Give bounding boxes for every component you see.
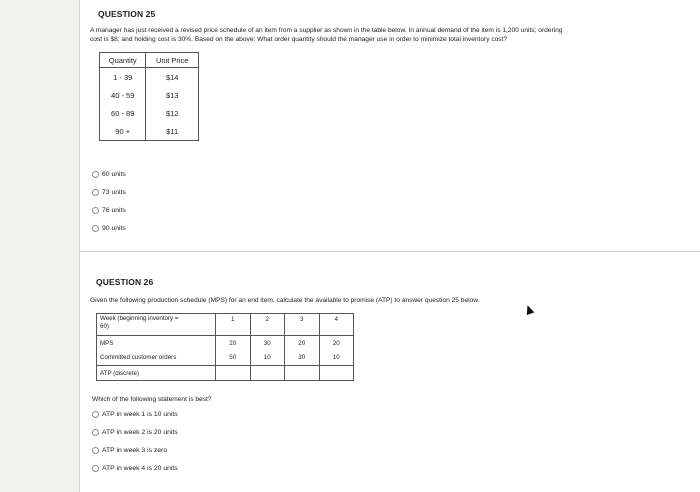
column-header-quantity: Quantity bbox=[100, 53, 146, 68]
atp-cell bbox=[216, 366, 251, 381]
answer-option-label: ATP in week 4 is 20 units bbox=[102, 465, 178, 472]
price-cell: $11 bbox=[146, 122, 199, 141]
mps-cell: 20 bbox=[319, 336, 354, 351]
question-divider bbox=[79, 251, 700, 252]
question-26-prompt: Given the following production schedule (MPS) for an end item, calculate the available to promise (ATP) to answer question 25 below. bbox=[90, 297, 480, 304]
answer-option-73-units[interactable] bbox=[92, 189, 126, 196]
mps-cell: 20 bbox=[216, 336, 251, 351]
price-cell: $14 bbox=[146, 68, 199, 87]
radio-button[interactable] bbox=[92, 171, 99, 178]
atp-cell bbox=[250, 366, 285, 381]
table-row bbox=[97, 366, 354, 381]
week-header-label bbox=[97, 314, 216, 336]
answer-option-label: ATP in week 2 is 20 units bbox=[102, 429, 178, 436]
price-schedule-table bbox=[99, 52, 199, 141]
committed-cell: 30 bbox=[285, 351, 320, 366]
answer-option-90-units[interactable] bbox=[92, 225, 126, 232]
question-26-subprompt: Which of the following statement is best? bbox=[92, 396, 212, 403]
table-row bbox=[97, 351, 354, 366]
radio-button[interactable] bbox=[92, 411, 99, 418]
week-header: 2 bbox=[250, 314, 285, 336]
radio-button[interactable] bbox=[92, 429, 99, 436]
answer-option-label: 73 units bbox=[102, 189, 126, 196]
question-25-prompt bbox=[90, 27, 690, 44]
radio-button[interactable] bbox=[92, 465, 99, 472]
answer-option-label: ATP in week 3 is zero bbox=[102, 447, 168, 454]
quantity-cell: 40 - 59 bbox=[100, 86, 146, 104]
question-26-title: QUESTION 26 bbox=[96, 277, 154, 287]
week-header: 3 bbox=[285, 314, 320, 336]
answer-option-week-4[interactable] bbox=[92, 465, 178, 472]
week-header: 4 bbox=[319, 314, 354, 336]
answer-option-label: 90 units bbox=[102, 225, 126, 232]
committed-cell: 10 bbox=[319, 351, 354, 366]
table-header-row bbox=[100, 53, 199, 68]
answer-option-label: ATP in week 1 is 10 units bbox=[102, 411, 178, 418]
quantity-cell: 1 - 39 bbox=[100, 68, 146, 87]
answer-option-week-3[interactable] bbox=[92, 447, 167, 454]
price-cell: $13 bbox=[146, 86, 199, 104]
table-header-row bbox=[97, 314, 354, 336]
radio-button[interactable] bbox=[92, 189, 99, 196]
answer-option-76-units[interactable] bbox=[92, 207, 126, 214]
atp-cell bbox=[285, 366, 320, 381]
mps-cell: 20 bbox=[285, 336, 320, 351]
answer-option-label: 60 units bbox=[102, 171, 126, 178]
radio-button[interactable] bbox=[92, 225, 99, 232]
question-25-prompt-line-2: cost is $8; and holding cost is 30%. Based on the above: What order quantity should the manager use in order to minimize total inventory cost? bbox=[90, 35, 508, 43]
question-25-prompt-line-1: A manager has just received a revised price schedule of an item from a supplier as shown in the table below. In annual demand of the item is 1,200 units; ordering bbox=[90, 27, 563, 34]
week-header: 1 bbox=[216, 314, 251, 336]
atp-cell bbox=[319, 366, 354, 381]
mps-table bbox=[96, 313, 354, 381]
answer-option-label: 76 units bbox=[102, 207, 126, 214]
row-label-atp: ATP (discrete) bbox=[97, 366, 216, 381]
column-header-unit-price: Unit Price bbox=[146, 53, 199, 68]
table-row bbox=[100, 68, 199, 87]
table-row bbox=[100, 104, 199, 122]
radio-button[interactable] bbox=[92, 447, 99, 454]
quantity-cell: 90 + bbox=[100, 122, 146, 141]
quantity-cell: 60 - 89 bbox=[100, 104, 146, 122]
table-row bbox=[100, 86, 199, 104]
table-row bbox=[97, 336, 354, 351]
question-25-title: QUESTION 25 bbox=[98, 9, 156, 19]
week-header-line-1: Week (beginning inventory = bbox=[100, 315, 179, 322]
table-row bbox=[100, 122, 199, 141]
row-label-mps: MPS bbox=[97, 336, 216, 351]
committed-cell: 10 bbox=[250, 351, 285, 366]
price-cell: $12 bbox=[146, 104, 199, 122]
row-label-committed: Committed customer orders bbox=[97, 351, 216, 366]
committed-cell: 50 bbox=[216, 351, 251, 366]
answer-option-week-2[interactable] bbox=[92, 429, 178, 436]
week-header-line-2: 60) bbox=[100, 323, 109, 330]
mps-cell: 30 bbox=[250, 336, 285, 351]
answer-option-week-1[interactable] bbox=[92, 411, 178, 418]
answer-option-60-units[interactable] bbox=[92, 171, 126, 178]
radio-button[interactable] bbox=[92, 207, 99, 214]
